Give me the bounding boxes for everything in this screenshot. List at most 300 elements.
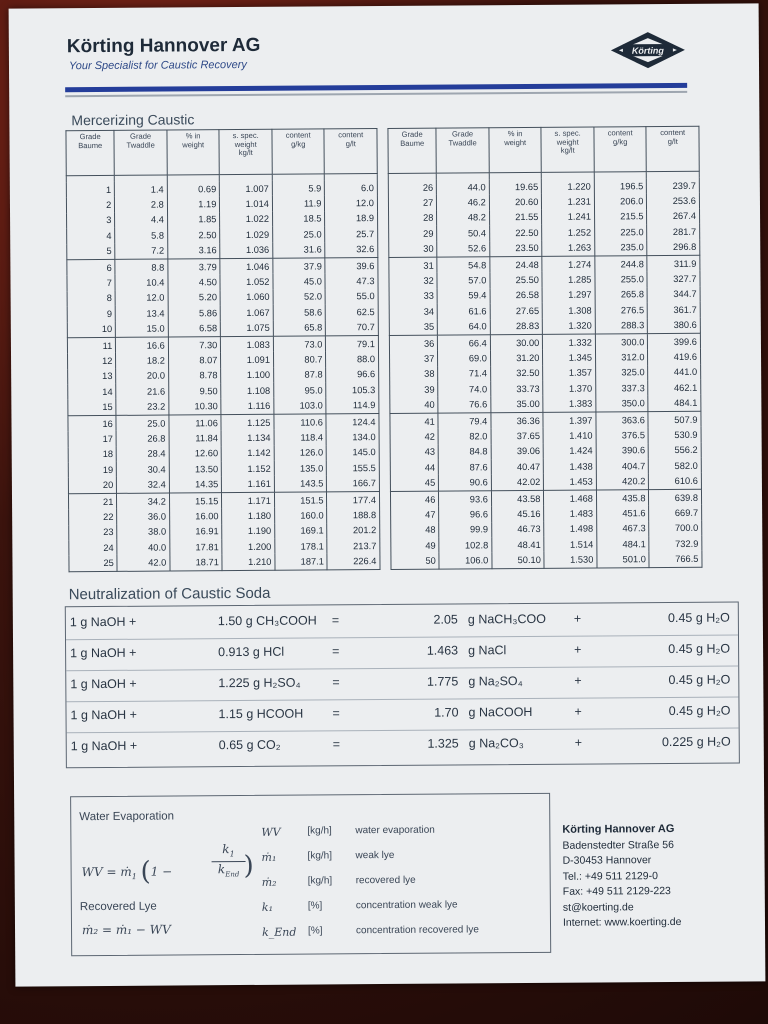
table-cell: 1.308 — [543, 303, 596, 319]
table-cell: 1.036 — [220, 242, 273, 258]
table-cell: 201.2 — [327, 523, 380, 539]
table-cell: 1.530 — [544, 552, 597, 568]
table-cell: 37.65 — [491, 428, 544, 444]
table-cell: 21.6 — [116, 384, 169, 400]
legend-description: concentration recovered lye — [356, 924, 479, 937]
table-cell: 732.9 — [649, 536, 702, 552]
table-cell: 87.6 — [439, 459, 492, 475]
legend-symbol: ṁ₂ — [261, 875, 277, 889]
table-cell: 300.0 — [595, 334, 648, 350]
table-cell: 1.320 — [543, 318, 596, 334]
table-cell: 32 — [389, 273, 437, 289]
salt-cell: g NaCOOH — [468, 704, 533, 720]
table-cell: 1.453 — [544, 474, 597, 490]
table-cell: 20.0 — [116, 368, 169, 384]
table-cell: 1.100 — [221, 367, 274, 383]
formula-lhs-sub: 1 — [131, 872, 137, 882]
table-cell: 1 — [66, 182, 114, 198]
table-cell: 23 — [69, 524, 117, 540]
table-cell: 40 — [390, 397, 438, 413]
table-cell: 79.4 — [438, 413, 491, 429]
table-cell: 196.5 — [594, 178, 647, 194]
table-cell: 58.6 — [273, 305, 326, 321]
table-cell: 46 — [390, 491, 438, 507]
column-header-line: content — [338, 130, 364, 140]
table-cell: 24 — [69, 540, 117, 556]
table-cell: 110.6 — [274, 414, 327, 430]
contact-email: st@koerting.de — [562, 900, 634, 914]
recovered-lye-title: Recovered Lye — [79, 900, 157, 914]
table-cell: 1.241 — [542, 209, 595, 225]
table-cell: 4.4 — [115, 212, 168, 228]
legend-symbol: k_End — [262, 925, 297, 939]
table-cell: 12.0 — [115, 290, 168, 306]
table-cell: 325.0 — [596, 365, 649, 381]
column-header-line: Grade — [451, 129, 474, 139]
column-header-line: Baume — [78, 140, 103, 150]
table-cell: 17 — [68, 431, 116, 447]
column-header-line: g/lt — [345, 138, 356, 148]
equals-cell: = — [332, 737, 341, 752]
table-cell: 18.71 — [170, 555, 223, 571]
contact-tel: Tel.: +49 511 2129-0 — [562, 869, 658, 883]
table-cell: 14.35 — [169, 477, 222, 493]
koerting-logo — [609, 30, 687, 71]
table-cell: 4 — [67, 228, 115, 244]
column-header — [388, 128, 437, 173]
table-cell: 1.85 — [167, 212, 220, 228]
neutralization-row — [66, 667, 738, 702]
column-header — [66, 130, 115, 175]
table-cell: 15.15 — [169, 492, 222, 508]
table-cell: 69.0 — [438, 351, 491, 367]
table-cell: 26 — [388, 180, 436, 196]
table-cell: 610.6 — [649, 473, 702, 489]
table-cell: 244.8 — [595, 256, 648, 272]
table-cell: 39 — [390, 382, 438, 398]
table-cell: 30 — [389, 241, 437, 257]
table-cell: 1.231 — [542, 194, 595, 210]
table-cell: 188.8 — [327, 507, 380, 523]
table-cell: 47 — [391, 507, 439, 523]
table-cell: 1.075 — [221, 320, 274, 336]
column-header-line: Grade — [79, 131, 101, 142]
table-cell: 206.0 — [594, 194, 647, 210]
table-cell: 1.152 — [222, 461, 275, 477]
table-cell: 177.4 — [327, 491, 380, 507]
table-cell: 226.4 — [327, 553, 380, 569]
table-cell: 28.4 — [116, 446, 169, 462]
table-cell: 19.65 — [489, 179, 542, 195]
mercerizing-title: Mercerizing Caustic — [71, 111, 195, 129]
table-cell: 507.9 — [648, 411, 701, 427]
table-cell: 1.274 — [542, 256, 595, 272]
table-cell: 32.4 — [117, 477, 170, 493]
table-cell: 114.9 — [326, 398, 379, 414]
table-cell: 37 — [389, 351, 437, 367]
quantity-cell: 1.70 — [434, 705, 459, 720]
table-cell: 582.0 — [649, 458, 702, 474]
plus-cell: + — [574, 735, 583, 750]
table-cell: 11.06 — [169, 415, 222, 431]
table-cell: 29 — [389, 226, 437, 242]
column-header-line: content — [285, 130, 311, 140]
table-cell: 1.091 — [221, 352, 274, 368]
table-row — [69, 553, 380, 571]
column-header — [594, 127, 647, 172]
table-cell: 18.9 — [325, 211, 378, 227]
table-cell: 1.357 — [543, 365, 596, 381]
equals-cell: = — [332, 644, 340, 659]
table-cell: 43.58 — [491, 490, 544, 506]
table-cell: 48.41 — [492, 537, 545, 553]
table-cell: 5.86 — [168, 305, 221, 321]
table-cell: 38 — [390, 366, 438, 382]
table-cell: 350.0 — [596, 396, 649, 412]
column-header-line: g/lt — [667, 136, 678, 146]
recovered-lye-formula: ṁ₂ = ṁ₁ − WV — [81, 922, 171, 938]
table-cell: 43 — [390, 444, 438, 460]
table-cell: 441.0 — [648, 364, 701, 380]
table-cell: 54.8 — [437, 257, 490, 273]
table-cell: 134.0 — [326, 429, 379, 445]
table-row — [391, 551, 702, 569]
column-header-line: weight — [234, 139, 257, 149]
neutralization-row — [66, 698, 738, 733]
table-cell: 1.046 — [220, 258, 273, 274]
acid-cell: 1.15 g HCOOH — [218, 706, 304, 722]
table-cell: 16.91 — [170, 524, 223, 540]
table-cell: 8.07 — [168, 352, 221, 368]
table-cell: 27 — [388, 195, 436, 211]
table-cell: 45 — [390, 475, 438, 491]
table-cell: 34.2 — [117, 493, 170, 509]
table-cell: 17.81 — [170, 539, 223, 555]
formula-fraction — [211, 842, 245, 883]
table-cell: 7.2 — [115, 243, 168, 259]
table-cell: 3 — [67, 213, 115, 229]
table-cell: 79.1 — [326, 335, 379, 351]
table-cell: 62.5 — [326, 304, 379, 320]
table-cell: 36.0 — [117, 509, 170, 525]
table-cell: 253.6 — [647, 193, 700, 209]
column-header-line: Twaddle — [448, 137, 477, 148]
table-cell: 1.190 — [222, 523, 275, 539]
table-cell: 639.8 — [649, 489, 702, 505]
table-cell: 13.4 — [116, 306, 169, 322]
table-cell: 88.0 — [326, 351, 379, 367]
table-cell: 327.7 — [647, 271, 700, 287]
contact-company: Körting Hannover AG — [562, 823, 675, 836]
table-cell: 32.50 — [490, 366, 543, 382]
legend-description: concentration weak lye — [355, 899, 458, 912]
table-cell: 178.1 — [275, 538, 328, 554]
table-cell: 380.6 — [648, 317, 701, 333]
legend-description: recovered lye — [355, 874, 416, 887]
table-cell: 160.0 — [275, 508, 328, 524]
column-header — [489, 127, 542, 172]
table-cell: 33.73 — [491, 381, 544, 397]
table-cell: 126.0 — [274, 445, 327, 461]
column-header — [272, 129, 325, 174]
table-cell: 669.7 — [649, 505, 702, 521]
table-cell: 166.7 — [327, 475, 380, 491]
table-cell: 390.6 — [596, 443, 649, 459]
base-cell: 1 g NaOH + — [70, 676, 137, 692]
neutralization-row — [66, 636, 738, 671]
table-cell: 265.8 — [595, 287, 648, 303]
table-cell: 1.029 — [220, 227, 273, 243]
table-cell: 2.50 — [167, 227, 220, 243]
table-cell: 46.73 — [492, 521, 545, 537]
column-header-line: content — [660, 127, 686, 138]
table-cell: 1.483 — [544, 506, 597, 522]
evaporation-title: Water Evaporation — [79, 810, 175, 824]
table-cell: 3.79 — [168, 259, 221, 275]
table-cell: 25 — [69, 555, 117, 571]
table-cell: 1.514 — [544, 537, 597, 553]
table-cell: 3.16 — [168, 243, 221, 259]
table-cell: 52.6 — [437, 241, 490, 257]
table-cell: 65.8 — [273, 320, 326, 336]
table-cell: 55.0 — [326, 289, 379, 305]
table-cell: 484.1 — [597, 536, 650, 552]
table-cell: 22.50 — [489, 225, 542, 241]
table-cell: 1.397 — [543, 412, 596, 428]
table-cell: 10 — [67, 321, 115, 337]
table-cell: 30.4 — [117, 462, 170, 478]
table-cell: 57.0 — [437, 273, 490, 289]
column-header-line: g/kg — [291, 139, 306, 149]
table-cell: 312.0 — [595, 349, 648, 365]
table-cell: 102.8 — [439, 537, 492, 553]
table-cell: 1.263 — [542, 240, 595, 256]
column-header-line: content — [607, 128, 633, 138]
salt-cell: g Na₂SO₄ — [468, 674, 523, 689]
table-cell: 42.02 — [491, 474, 544, 490]
reference-card — [9, 3, 766, 986]
table-cell: 1.332 — [543, 334, 596, 350]
formula-paren-close: ) — [243, 850, 254, 882]
contact-street: Badenstedter Straße 56 — [562, 838, 674, 852]
column-header — [167, 130, 220, 175]
table-cell: 73.0 — [273, 336, 326, 352]
table-cell: 556.2 — [649, 442, 702, 458]
table-cell: 39.6 — [325, 258, 378, 274]
table-cell: 24.48 — [490, 256, 543, 272]
table-cell: 13.50 — [169, 461, 222, 477]
table-cell: 25.0 — [273, 227, 326, 243]
logo-text: Körting — [631, 45, 664, 56]
equals-cell: = — [332, 706, 340, 721]
table-cell: 19 — [68, 462, 116, 478]
column-header — [436, 128, 489, 173]
table-cell: 4.50 — [168, 275, 221, 291]
table-cell: 9 — [67, 306, 115, 322]
fraction-numerator-sub: 1 — [229, 849, 235, 859]
salt-cell: g Na₂CO₃ — [468, 736, 524, 751]
table-cell: 50 — [391, 553, 439, 569]
table-cell: 25.7 — [325, 226, 378, 242]
table-cell: 93.6 — [439, 491, 492, 507]
table-cell: 1.498 — [544, 521, 597, 537]
table-cell: 363.6 — [596, 412, 649, 428]
table-cell: 61.6 — [437, 303, 490, 319]
table-cell: 1.125 — [221, 414, 274, 430]
table-cell: 124.4 — [326, 413, 379, 429]
table-cell: 451.6 — [597, 505, 650, 521]
table-cell: 8 — [67, 291, 115, 307]
table-cell: 151.5 — [274, 492, 327, 508]
table-cell: 7 — [67, 275, 115, 291]
base-cell: 1 g NaOH + — [70, 738, 138, 754]
table-cell: 1.171 — [222, 492, 275, 508]
base-cell: 1 g NaOH + — [70, 707, 137, 723]
table-cell: 5.9 — [272, 180, 325, 196]
table-cell: 35.00 — [491, 396, 544, 412]
table-cell: 255.0 — [595, 272, 648, 288]
table-cell: 1.345 — [543, 350, 596, 366]
contact-city: D-30453 Hannover — [562, 854, 652, 867]
table-cell: 344.7 — [648, 287, 701, 303]
table-cell: 235.0 — [595, 240, 648, 256]
fraction-numerator: k — [222, 842, 230, 857]
column-header-line: s. spec. — [554, 128, 581, 138]
table-cell: 1.438 — [544, 459, 597, 475]
neutralization-table — [65, 602, 740, 769]
table-cell: 1.220 — [542, 179, 595, 195]
equals-cell: = — [332, 675, 340, 690]
water-cell: 0.45 g H₂O — [668, 641, 731, 657]
table-cell: 16.00 — [169, 508, 222, 524]
table-cell: 96.6 — [439, 506, 492, 522]
formula-one-minus: 1 − — [150, 864, 173, 879]
table-cell: 1.4 — [115, 182, 168, 198]
formula-paren-open: ( — [140, 856, 151, 887]
table-cell: 42 — [390, 429, 438, 445]
table-cell: 1.060 — [220, 290, 273, 306]
table-cell: 376.5 — [596, 427, 649, 443]
table-cell: 41 — [390, 413, 438, 429]
quantity-cell: 1.325 — [427, 736, 459, 751]
table-cell: 5 — [67, 243, 115, 259]
table-cell: 11.9 — [272, 196, 325, 212]
table-cell: 10.4 — [115, 275, 168, 291]
legend-description: water evaporation — [355, 824, 435, 837]
table-cell: 530.9 — [648, 427, 701, 443]
plus-cell: + — [574, 704, 582, 719]
table-cell: 76.6 — [438, 397, 491, 413]
table-cell: 103.0 — [274, 398, 327, 414]
table-cell: 36 — [389, 335, 437, 351]
table-cell: 6.58 — [168, 321, 221, 337]
neutralization-row — [67, 729, 739, 764]
table-cell: 462.1 — [648, 380, 701, 396]
table-cell: 26.58 — [490, 288, 543, 304]
table-cell: 45.16 — [491, 506, 544, 522]
table-cell: 225.0 — [595, 224, 648, 240]
table-cell: 31.20 — [490, 350, 543, 366]
company-tagline: Your Specialist for Caustic Recovery — [68, 58, 247, 73]
table-cell: 187.1 — [275, 554, 328, 570]
table-cell: 42.0 — [117, 555, 170, 571]
table-cell: 1.007 — [220, 181, 273, 197]
table-cell: 118.4 — [274, 430, 327, 446]
table-cell: 28.83 — [490, 318, 543, 334]
table-cell: 145.0 — [327, 445, 380, 461]
table-cell: 18.2 — [116, 353, 169, 369]
table-cell: 0.69 — [167, 181, 220, 197]
table-cell: 155.5 — [327, 460, 380, 476]
table-cell: 501.0 — [597, 552, 650, 568]
table-cell: 14 — [68, 384, 116, 400]
table-cell: 36.36 — [491, 412, 544, 428]
legend-unit: [kg/h] — [307, 850, 333, 862]
neutralization-title: Neutralization of Caustic Soda — [68, 584, 271, 604]
table-cell: 404.7 — [596, 458, 649, 474]
table-cell: 484.1 — [648, 395, 701, 411]
table-cell: 39.06 — [491, 444, 544, 460]
table-cell: 12.60 — [169, 446, 222, 462]
base-cell: 1 g NaOH + — [70, 645, 137, 661]
table-cell: 1.014 — [220, 196, 273, 212]
acid-cell: 1.225 g H₂SO₄ — [218, 675, 301, 691]
table-cell: 215.5 — [594, 209, 647, 225]
legend-symbol: WV — [261, 825, 281, 839]
table-cell: 1.022 — [220, 212, 273, 228]
table-cell: 1.285 — [542, 272, 595, 288]
legend-unit: [%] — [307, 900, 323, 912]
table-cell: 5.20 — [168, 290, 221, 306]
table-cell: 20 — [68, 477, 116, 493]
column-header — [541, 127, 594, 172]
mercerizing-table-left — [65, 128, 380, 572]
table-cell: 169.1 — [275, 523, 328, 539]
legend-description: weak lye — [355, 849, 395, 862]
table-cell: 99.9 — [439, 522, 492, 538]
base-cell: 1 g NaOH + — [69, 614, 137, 630]
table-cell: 1.468 — [544, 490, 597, 506]
table-cell: 143.5 — [274, 476, 327, 492]
table-cell: 2 — [66, 197, 114, 213]
table-cell: 6 — [67, 259, 115, 275]
table-cell: 50.4 — [437, 225, 490, 241]
table-cell: 47.3 — [325, 273, 378, 289]
table-cell: 40.0 — [117, 540, 170, 556]
table-cell: 8.8 — [115, 259, 168, 275]
table-cell: 239.7 — [647, 178, 700, 194]
table-cell: 45.0 — [273, 274, 326, 290]
acid-cell: 0.913 g HCl — [218, 644, 285, 660]
table-cell: 30.00 — [490, 334, 543, 350]
contact-web: Internet: www.koerting.de — [562, 915, 682, 929]
table-cell: 467.3 — [597, 521, 650, 537]
salt-cell: g NaCl — [468, 643, 507, 658]
plus-cell: + — [574, 642, 582, 657]
water-cell: 0.45 g H₂O — [667, 610, 730, 626]
table-cell: 1.410 — [543, 428, 596, 444]
table-cell: 1.180 — [222, 508, 275, 524]
column-header — [324, 129, 377, 174]
table-cell: 18.5 — [272, 211, 325, 227]
table-cell: 71.4 — [438, 366, 491, 382]
column-header-line: kg/lt — [560, 145, 575, 155]
table-cell: 16 — [68, 415, 116, 431]
table-cell: 1.19 — [167, 197, 220, 213]
table-cell: 27.65 — [490, 303, 543, 319]
evaporation-box — [70, 793, 551, 956]
table-cell: 1.161 — [222, 476, 275, 492]
